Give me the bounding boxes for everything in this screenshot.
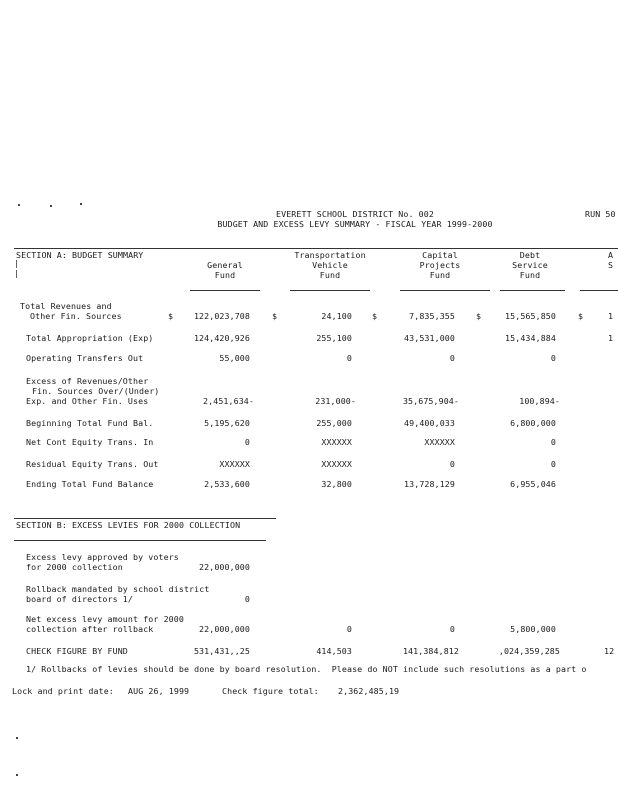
check-figure-transport: 414,503 (316, 646, 352, 656)
col-capital-l3: Fund (429, 270, 451, 280)
row-ending-general: 2,533,600 (204, 479, 250, 489)
row-excess-label2: Exp. and Other Fin. Uses (26, 396, 149, 406)
row-ending-debt: 6,955,046 (510, 479, 556, 489)
check-figure-general: 531,431,,25 (193, 646, 250, 656)
row-excess-general: 2,451,634- (203, 396, 254, 406)
row-ending-transport: 32,800 (321, 479, 352, 489)
row-revenues-debt: 15,565,850 (505, 311, 556, 321)
footnote: 1/ Rollbacks of levies should be done by board resolution. Please do NOT include such resolutions as a part o (26, 664, 587, 674)
row-equity-in-label: Net Cont Equity Trans. In (26, 437, 154, 447)
col-transport-l1: Transportation (294, 250, 366, 260)
row-revenues-dollar-2: $ (272, 311, 278, 321)
row-excess-label1: Excess of Revenues/Other (26, 376, 149, 386)
section-a-top-rule (14, 248, 618, 249)
row-transfers-general: 55,000 (219, 353, 250, 363)
scan-speck (50, 205, 52, 207)
row-beginning-debt: 6,800,000 (510, 418, 556, 428)
row-beginning-transport: 255,000 (316, 418, 352, 428)
scan-speck (16, 774, 18, 776)
row-ending-capital: 13,728,129 (404, 479, 455, 489)
row-beginning-general: 5,195,620 (204, 418, 250, 428)
row-equity-out-general: XXXXXX (219, 459, 250, 469)
check-figure-extra: 12 (604, 646, 615, 656)
district-name: EVERETT SCHOOL DISTRICT No. 002 (276, 209, 434, 219)
row-revenues-dollar-3: $ (372, 311, 378, 321)
row-revenues-dollar-5: $ (578, 311, 584, 321)
row-revenues-capital: 7,835,355 (409, 311, 455, 321)
levy-approved-label1: Excess levy approved by voters (26, 552, 179, 562)
row-appropriation-debt: 15,434,884 (505, 333, 556, 343)
levy-net-transport: 0 (346, 624, 352, 634)
row-excess-capital: 35,675,904- (402, 396, 459, 406)
levy-net-capital: 0 (449, 624, 455, 634)
row-transfers-transport: 0 (346, 353, 352, 363)
row-appropriation-transport: 255,100 (316, 333, 352, 343)
col-transport-l3: Fund (319, 270, 341, 280)
row-beginning-label: Beginning Total Fund Bal. (26, 418, 154, 428)
row-revenues-dollar-4: $ (476, 311, 482, 321)
levy-rollback-label2: board of directors 1/ (26, 594, 133, 604)
report-title: BUDGET AND EXCESS LEVY SUMMARY - FISCAL YEAR 1999-2000 (217, 219, 493, 229)
row-equity-in-capital: XXXXXX (424, 437, 455, 447)
check-total-label: Check figure total: (222, 686, 319, 696)
col-transport-l2: Vehicle (312, 260, 348, 270)
check-figure-label: CHECK FIGURE BY FUND (26, 646, 128, 656)
col-debt-l2: Service (512, 260, 548, 270)
row-beginning-capital: 49,400,033 (404, 418, 455, 428)
row-transfers-debt: 0 (550, 353, 556, 363)
levy-net-label1: Net excess levy amount for 2000 (26, 614, 184, 624)
col-capital-l2: Projects (419, 260, 461, 270)
check-figure-capital: 141,384,812 (402, 646, 459, 656)
row-appropriation-general: 124,420,926 (193, 333, 250, 343)
row-equity-out-transport: XXXXXX (321, 459, 352, 469)
lock-print-label: Lock and print date: (12, 686, 114, 696)
col-debt-l1: Debt (519, 250, 541, 260)
check-total-value: 2,362,485,19 (338, 686, 400, 696)
row-appropriation-capital: 43,531,000 (404, 333, 455, 343)
scan-speck (18, 204, 20, 206)
row-excess-debt: 100,894- (519, 396, 560, 406)
levy-rollback-general: 0 (244, 594, 250, 604)
col-debt-underline (500, 290, 565, 291)
scan-speck (16, 737, 18, 739)
levy-approved-label2: for 2000 collection (26, 562, 123, 572)
lock-print-date: AUG 26, 1999 (128, 686, 190, 696)
col-extra-l1: A (608, 250, 614, 260)
col-extra-underline (580, 290, 618, 291)
section-b-bottom-rule (14, 540, 266, 541)
section-a-left-bar: | (14, 258, 20, 268)
row-equity-out-capital: 0 (449, 459, 455, 469)
col-transport-underline (290, 290, 370, 291)
row-ending-label: Ending Total Fund Balance (26, 479, 154, 489)
row-revenues-extra: 1 (608, 311, 614, 321)
row-transfers-capital: 0 (449, 353, 455, 363)
row-equity-in-general: 0 (244, 437, 250, 447)
row-revenues-dollar: $ (168, 311, 174, 321)
row-revenues-general: 122,023,708 (193, 311, 250, 321)
row-equity-in-transport: XXXXXX (321, 437, 352, 447)
row-appropriation-label: Total Appropriation (Exp) (26, 333, 154, 343)
section-b-title: SECTION B: EXCESS LEVIES FOR 2000 COLLECTION (16, 520, 241, 530)
row-excess-label1b: Fin. Sources Over/(Under) (32, 386, 160, 396)
section-b-top-rule (14, 518, 276, 519)
col-general-underline (190, 290, 260, 291)
levy-net-label2: collection after rollback (26, 624, 154, 634)
run-number: RUN 50 (585, 209, 616, 219)
row-transfers-label: Operating Transfers Out (26, 353, 144, 363)
col-capital-underline (400, 290, 490, 291)
row-revenues-label2: Other Fin. Sources (30, 311, 122, 321)
levy-net-debt: 5,800,000 (510, 624, 556, 634)
row-excess-transport: 231,000- (315, 396, 356, 406)
col-capital-l1: Capital (422, 250, 458, 260)
col-debt-l3: Fund (519, 270, 541, 280)
col-general-l2: General (207, 260, 243, 270)
section-a-title: SECTION A: BUDGET SUMMARY (16, 250, 144, 260)
levy-rollback-label1: Rollback mandated by school district (26, 584, 210, 594)
row-equity-out-debt: 0 (550, 459, 556, 469)
col-general-l3: Fund (214, 270, 236, 280)
scan-speck (80, 203, 82, 205)
row-equity-out-label: Residual Equity Trans. Out (26, 459, 159, 469)
col-extra-l2: S (608, 260, 614, 270)
row-revenues-label1: Total Revenues and (20, 301, 112, 311)
row-revenues-transport: 24,100 (321, 311, 352, 321)
section-a-left-bar: | (14, 268, 20, 278)
row-appropriation-extra: 1 (608, 333, 614, 343)
levy-approved-general: 22,000,000 (199, 562, 250, 572)
row-equity-in-debt: 0 (550, 437, 556, 447)
check-figure-debt: ,024,359,285 (498, 646, 560, 656)
levy-net-general: 22,000,000 (199, 624, 250, 634)
